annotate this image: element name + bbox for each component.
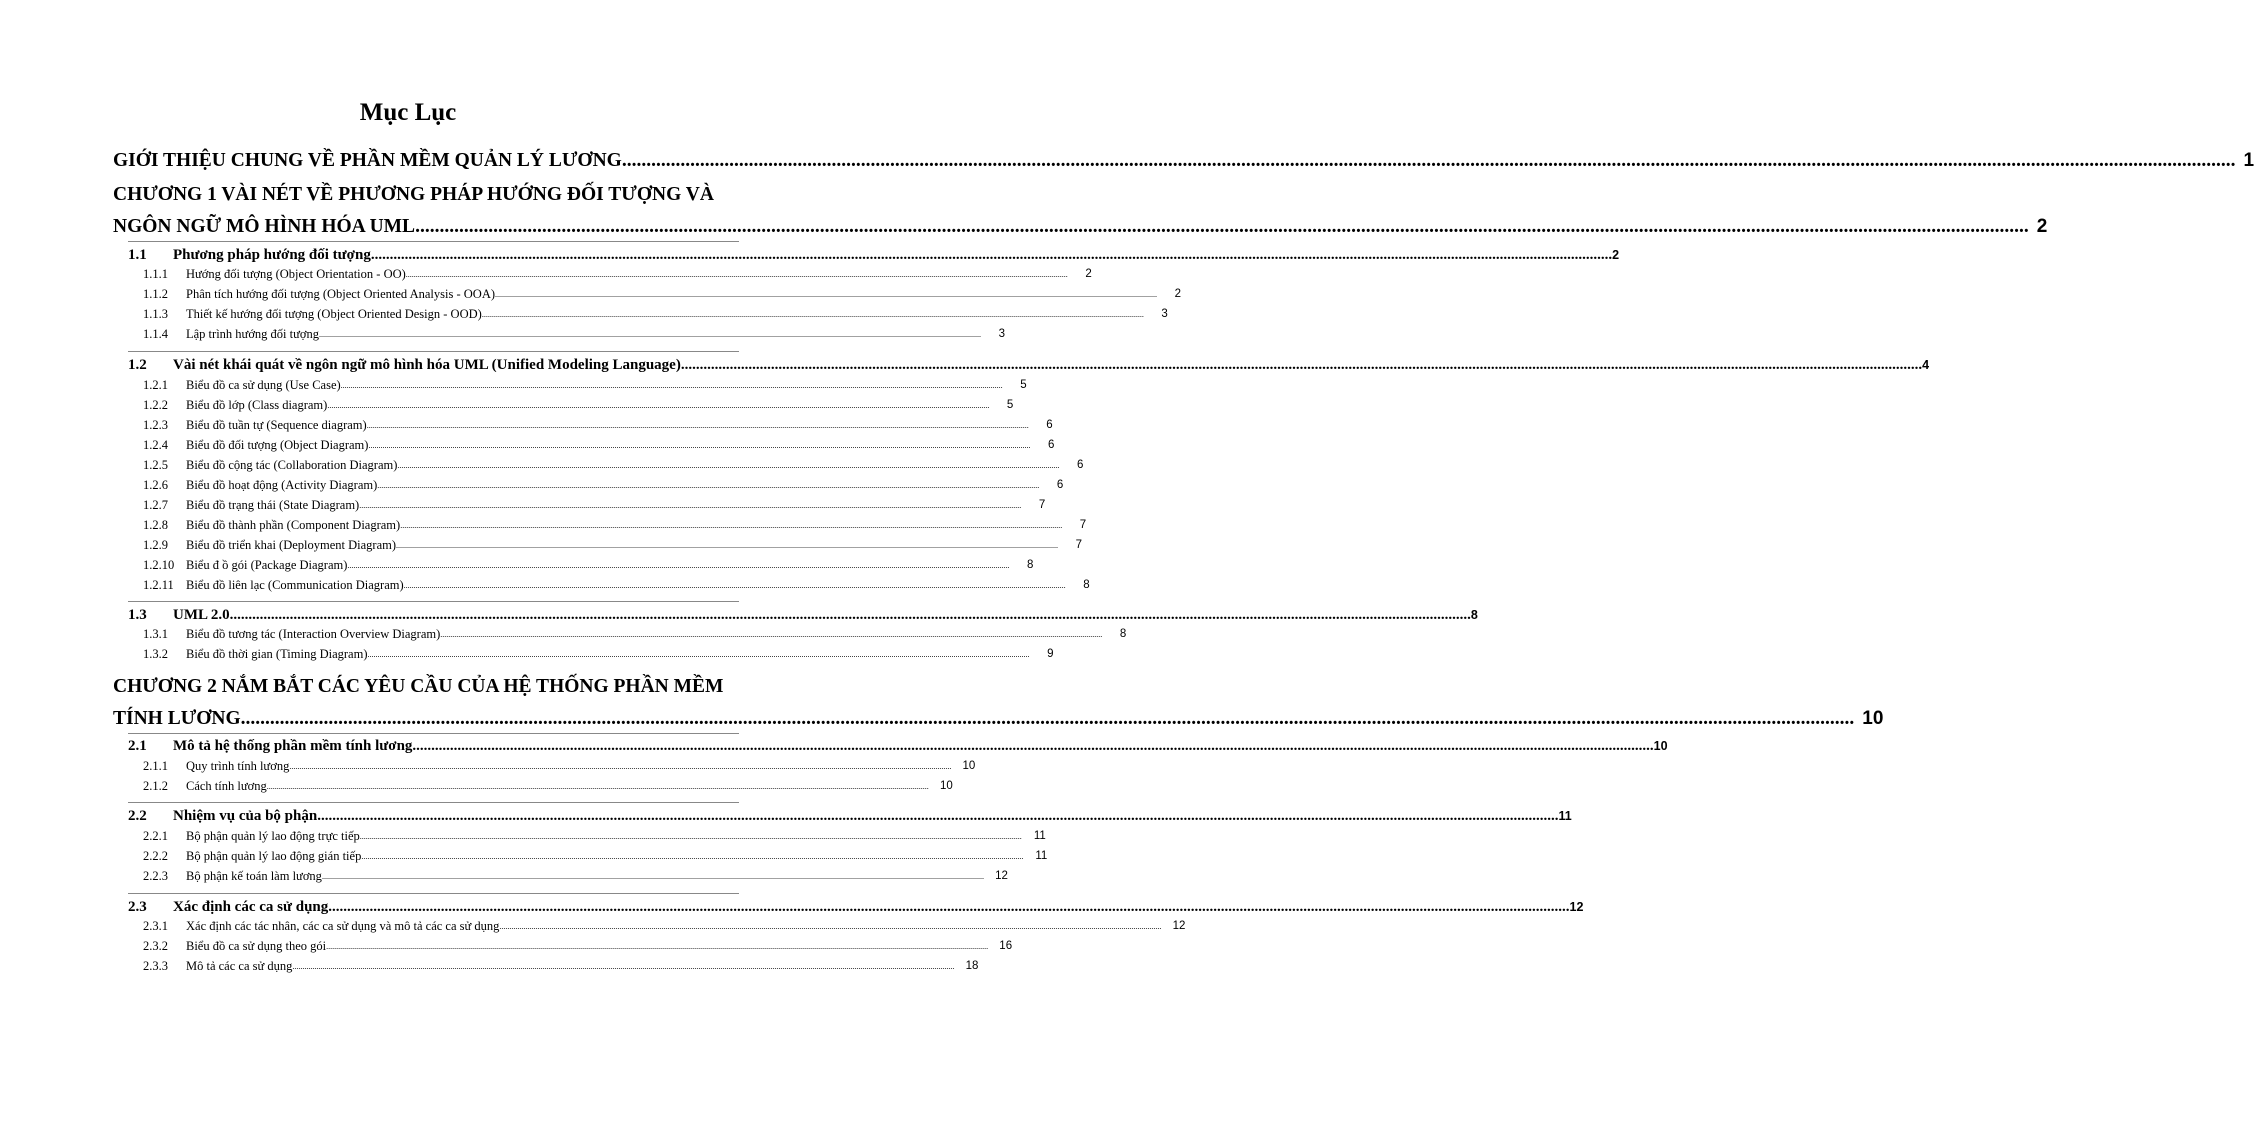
- subsection-number: 1.2.4: [143, 438, 168, 452]
- subsection-number: 1.2.3: [143, 418, 168, 432]
- section-number: 2.1: [128, 738, 147, 754]
- subsection-number: 2.3.2: [143, 939, 168, 953]
- chapter-label-line1: CHƯƠNG 1 VÀI NÉT VỀ PHƯƠNG PHÁP HƯỚNG ĐỐI TƯỢNG VÀ: [113, 184, 714, 205]
- leader-dots: [327, 397, 989, 414]
- toc-subsection[interactable]: [143, 646, 1054, 663]
- subsection-page: 2: [1174, 288, 1182, 300]
- toc-subsection[interactable]: [143, 417, 1053, 434]
- subsection-page: 8: [1083, 579, 1090, 591]
- section-label: Mô tả hệ thống phần mềm tính lương: [173, 738, 413, 754]
- divider: [128, 893, 739, 894]
- subsection-label: Bộ phận quản lý lao động gián tiếp: [186, 849, 362, 863]
- toc-subsection[interactable]: [143, 918, 1186, 935]
- leader-dots: [368, 437, 1030, 454]
- subsection-label: Hướng đối tượng (Object Orientation - OO): [186, 267, 406, 281]
- subsection-page: 9: [1047, 648, 1054, 660]
- subsection-label: Biểu đồ đối tượng (Object Diagram): [186, 438, 369, 452]
- toc-subsection[interactable]: [143, 397, 1014, 414]
- subsection-number: 1.2.11: [143, 578, 174, 592]
- subsection-page: 6: [1046, 419, 1053, 431]
- chapter-label-line1: CHƯƠNG 2 NẮM BẮT CÁC YÊU CẦU CỦA HỆ THỐNG PHẦN MỀM: [113, 676, 724, 697]
- chapter-label-line2: NGÔN NGỮ MÔ HÌNH HÓA UML: [113, 216, 416, 237]
- subsection-label: Biểu đồ cộng tác (Collaboration Diagram): [186, 458, 398, 472]
- subsection-label: Phân tích hướng đối tượng (Object Oriented Analysis - OOA): [186, 287, 496, 301]
- toc-subsection[interactable]: [143, 477, 1064, 494]
- toc-subsection[interactable]: [143, 938, 1013, 955]
- leader-dots: [681, 355, 1922, 375]
- leader-dots: [495, 286, 1157, 303]
- toc-chapter-2[interactable]: [113, 671, 1884, 735]
- subsection-number: 2.1.2: [143, 779, 168, 793]
- subsection-number: 1.2.9: [143, 538, 168, 552]
- subsection-label: Xác định các tác nhân, các ca sử dụng và mô tả các ca sử dụng: [186, 919, 500, 933]
- subsection-number: 1.3.2: [143, 647, 168, 661]
- subsection-page: 5: [1020, 379, 1027, 391]
- subsection-label: Biểu đồ ca sử dụng theo gói: [186, 939, 327, 953]
- subsection-label: Biểu đồ thành phần (Component Diagram): [186, 518, 401, 532]
- subsection-label: Lập trình hướng đối tượng: [186, 327, 320, 341]
- leader-dots: [415, 211, 2029, 243]
- toc-subsection[interactable]: [143, 557, 1034, 574]
- toc-title: Mục Lục: [359, 99, 457, 126]
- subsection-page: 16: [999, 940, 1013, 952]
- subsection-label: Quy trình tính lương: [186, 759, 290, 773]
- leader-dots: [367, 417, 1029, 434]
- leader-dots: [341, 377, 1003, 394]
- subsection-number: 2.2.1: [143, 829, 168, 843]
- subsection-page: 6: [1048, 439, 1055, 451]
- subsection-page: 6: [1056, 479, 1064, 491]
- section-number: 1.3: [128, 607, 147, 623]
- toc-section[interactable]: [128, 736, 1668, 756]
- section-page: 8: [1470, 608, 1478, 622]
- leader-dots: [326, 938, 988, 955]
- subsection-page: 7: [1075, 539, 1083, 551]
- leader-dots: [412, 736, 1653, 756]
- leader-dots: [622, 149, 2236, 173]
- subsection-label: Mô tả các ca sử dụng: [186, 959, 293, 973]
- subsection-number: 1.2.2: [143, 398, 168, 412]
- toc-subsection[interactable]: [143, 537, 1083, 554]
- subsection-label: Bộ phận kế toán làm lương: [186, 869, 322, 883]
- leader-dots: [328, 897, 1569, 917]
- subsection-label: Biểu đồ liên lạc (Communication Diagram): [186, 578, 404, 592]
- section-number: 2.2: [128, 808, 147, 824]
- toc-section[interactable]: [128, 897, 1584, 917]
- subsection-page: 8: [1027, 559, 1034, 571]
- subsection-label: Cách tính lương: [186, 779, 267, 793]
- section-page: 2: [1612, 248, 1620, 262]
- leader-dots: [267, 778, 929, 795]
- subsection-page: 7: [1079, 519, 1087, 531]
- toc-subsection[interactable]: [143, 326, 1006, 343]
- toc-subsection[interactable]: [143, 517, 1087, 534]
- toc-subsection[interactable]: [143, 306, 1168, 323]
- toc-subsection[interactable]: [143, 778, 953, 795]
- subsection-label: Biểu đồ trạng thái (State Diagram): [186, 498, 360, 512]
- divider: [128, 802, 739, 803]
- toc-subsection[interactable]: [143, 457, 1084, 474]
- section-label: UML 2.0: [173, 607, 230, 623]
- toc-subsection[interactable]: [143, 958, 979, 975]
- leader-dots: [317, 806, 1558, 826]
- toc-subsection[interactable]: [143, 848, 1048, 865]
- subsection-number: 1.1.2: [143, 287, 168, 301]
- leader-dots: [230, 605, 1471, 625]
- subsection-number: 1.2.7: [143, 498, 168, 512]
- divider: [128, 351, 739, 352]
- subsection-page: 12: [1172, 920, 1186, 932]
- divider: [128, 601, 739, 602]
- toc-subsection[interactable]: [143, 377, 1027, 394]
- chapter-label-line2: TÍNH LƯƠNG: [113, 708, 241, 729]
- chapter-page: 1: [2243, 150, 2254, 171]
- subsection-label: Thiết kế hướng đối tượng (Object Oriented Design - OOD): [186, 307, 482, 321]
- subsection-number: 1.1.4: [143, 327, 168, 341]
- chapter-page: 2: [2036, 216, 2048, 237]
- section-label: Vài nét khái quát về ngôn ngữ mô hình hóa UML (Unified Modeling Language): [173, 357, 681, 373]
- subsection-page: 6: [1077, 459, 1084, 471]
- subsection-number: 1.1.1: [143, 267, 168, 281]
- toc-subsection[interactable]: [143, 868, 1008, 885]
- section-page: 10: [1653, 739, 1668, 753]
- leader-dots: [241, 703, 1855, 735]
- subsection-number: 1.2.8: [143, 518, 168, 532]
- leader-dots: [367, 646, 1029, 663]
- toc-subsection[interactable]: [143, 497, 1046, 514]
- leader-dots: [319, 326, 981, 343]
- leader-dots: [361, 848, 1023, 865]
- section-page: 12: [1569, 900, 1584, 914]
- toc-subsection[interactable]: [143, 266, 1092, 283]
- subsection-page: 11: [1033, 830, 1046, 842]
- toc-section[interactable]: [128, 605, 1478, 625]
- subsection-number: 2.3.3: [143, 959, 168, 973]
- subsection-number: 1.3.1: [143, 627, 168, 641]
- leader-dots: [347, 557, 1009, 574]
- subsection-page: 3: [998, 328, 1006, 340]
- chapter-page: 10: [1862, 708, 1884, 729]
- section-page: 11: [1558, 809, 1572, 823]
- toc-subsection[interactable]: [143, 626, 1127, 643]
- leader-dots: [396, 537, 1058, 554]
- leader-dots: [404, 577, 1066, 594]
- leader-dots: [499, 918, 1161, 935]
- subsection-label: Biểu đồ tương tác (Interaction Overview Diagram): [186, 627, 441, 641]
- subsection-page: 7: [1038, 499, 1046, 511]
- subsection-page: 11: [1035, 850, 1048, 862]
- leader-dots: [371, 245, 1612, 265]
- subsection-label: Biểu đồ tuần tự (Sequence diagram): [186, 418, 367, 432]
- divider: [128, 733, 739, 734]
- leader-dots: [360, 828, 1022, 845]
- subsection-label: Biểu đồ thời gian (Timing Diagram): [186, 647, 368, 661]
- leader-dots: [397, 457, 1059, 474]
- leader-dots: [322, 868, 984, 885]
- section-number: 1.1: [128, 247, 147, 263]
- leader-dots: [400, 517, 1062, 534]
- subsection-number: 2.3.1: [143, 919, 168, 933]
- subsection-label: Bộ phận quản lý lao động trực tiếp: [186, 829, 360, 843]
- divider: [128, 241, 739, 242]
- subsection-number: 2.2.3: [143, 869, 168, 883]
- subsection-label: Biểu đồ lớp (Class diagram): [186, 398, 328, 412]
- leader-dots: [359, 497, 1021, 514]
- subsection-label: Biểu đ ồ gói (Package Diagram): [186, 558, 348, 572]
- leader-dots: [482, 306, 1144, 323]
- subsection-number: 1.2.6: [143, 478, 168, 492]
- toc-subsection[interactable]: [143, 828, 1046, 845]
- subsection-number: 1.1.3: [143, 307, 168, 321]
- section-page: 4: [1922, 358, 1930, 372]
- toc-subsection[interactable]: [143, 286, 1182, 303]
- subsection-page: 3: [1161, 308, 1168, 320]
- leader-dots: [289, 758, 951, 775]
- subsection-number: 1.2.5: [143, 458, 168, 472]
- subsection-number: 2.2.2: [143, 849, 168, 863]
- section-label: Nhiệm vụ của bộ phận: [173, 808, 318, 824]
- toc-subsection[interactable]: [143, 437, 1055, 454]
- section-number: 2.3: [128, 899, 147, 915]
- leader-dots: [440, 626, 1102, 643]
- toc-section[interactable]: [128, 355, 1930, 375]
- subsection-number: 1.2.10: [143, 558, 175, 572]
- subsection-label: Biểu đồ hoạt động (Activity Diagram): [186, 478, 378, 492]
- toc-section[interactable]: [128, 806, 1572, 826]
- toc-subsection[interactable]: [143, 758, 976, 775]
- subsection-page: 10: [962, 760, 976, 772]
- subsection-number: 2.1.1: [143, 759, 168, 773]
- toc-chapter-1[interactable]: [113, 179, 2048, 243]
- toc-section[interactable]: [128, 245, 1620, 265]
- section-number: 1.2: [128, 357, 147, 373]
- subsection-label: Biểu đồ triển khai (Deployment Diagram): [186, 538, 397, 552]
- subsection-label: Biểu đồ ca sử dụng (Use Case): [186, 378, 341, 392]
- leader-dots: [292, 958, 954, 975]
- subsection-page: 5: [1006, 399, 1014, 411]
- subsection-page: 8: [1119, 628, 1127, 640]
- subsection-page: 18: [965, 960, 979, 972]
- toc-chapter-intro[interactable]: [113, 149, 2254, 173]
- chapter-label: GIỚI THIỆU CHUNG VỀ PHẦN MỀM QUẢN LÝ LƯƠNG: [113, 150, 622, 171]
- section-label: Xác định các ca sử dụng: [173, 899, 329, 915]
- subsection-page: 2: [1085, 268, 1092, 280]
- subsection-page: 10: [939, 780, 953, 792]
- subsection-page: 12: [995, 870, 1008, 882]
- section-label: Phương pháp hướng đối tượng: [173, 247, 371, 263]
- toc-subsection[interactable]: [143, 577, 1090, 594]
- leader-dots: [406, 266, 1068, 283]
- leader-dots: [377, 477, 1039, 494]
- subsection-number: 1.2.1: [143, 378, 168, 392]
